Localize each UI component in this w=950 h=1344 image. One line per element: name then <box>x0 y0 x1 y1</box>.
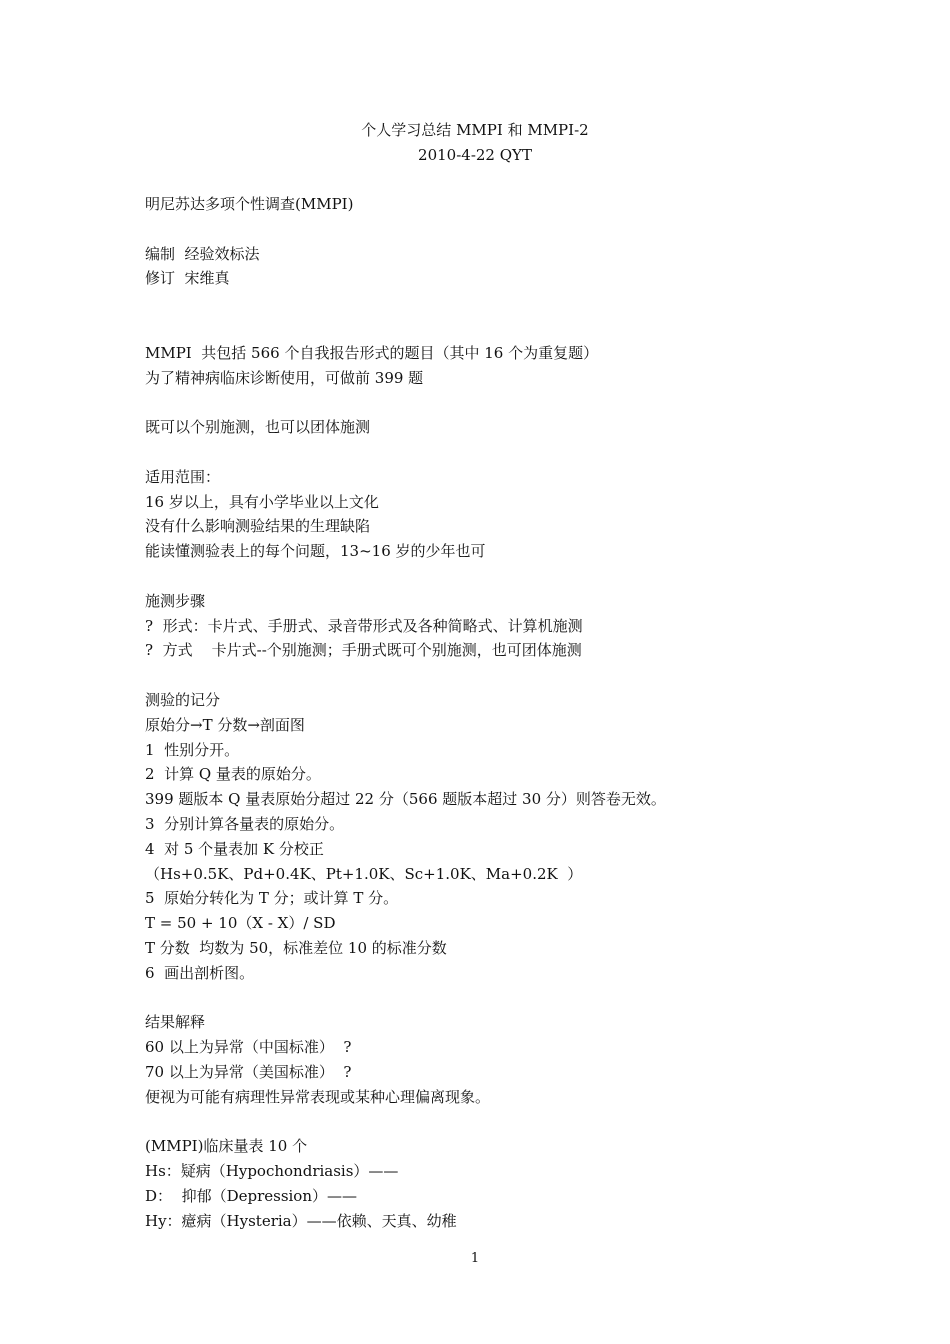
paragraph-block <box>145 688 845 986</box>
paragraph-gap <box>145 986 845 1011</box>
page-number: 1 <box>470 1251 480 1266</box>
text-line: 为了精神病临床诊断使用，可做前 399 题 <box>145 368 424 387</box>
paragraph-gap <box>145 291 845 316</box>
paragraph-block <box>145 192 845 217</box>
text-line: 2 计算 Q 量表的原始分。 <box>145 765 321 784</box>
text-line: 没有什么影响测验结果的生理缺陷 <box>145 517 371 536</box>
text-line: 既可以个别施测，也可以团体施测 <box>145 418 371 437</box>
paragraph-gap <box>145 390 845 415</box>
text-line: 60 以上为异常（中国标准） ? <box>145 1038 352 1057</box>
text-line: 明尼苏达多项个性调查(MMPI) <box>145 195 354 213</box>
text-line: 16 岁以上，具有小学毕业以上文化 <box>145 492 379 511</box>
text-line: ? 方式 卡片式--个别施测；手册式既可个别施测，也可团体施测 <box>145 641 582 660</box>
text-line: 4 对 5 个量表加 K 分校正 <box>145 839 324 858</box>
text-line: 施测步骤 <box>145 591 206 610</box>
text-line: 适用范围： <box>145 467 221 486</box>
paragraph-block <box>145 1010 845 1109</box>
paragraph-block <box>145 341 845 391</box>
paragraph-block <box>145 589 845 663</box>
text-line: 6 画出剖析图。 <box>145 963 255 982</box>
text-line: 测验的记分 <box>145 690 221 709</box>
paragraph-gap <box>145 663 845 688</box>
paragraph-block <box>145 242 845 292</box>
paragraph-block <box>145 465 845 564</box>
text-line: 编制 经验效标法 <box>145 244 260 263</box>
paragraph-block <box>145 415 845 440</box>
text-line: 1 性别分开。 <box>145 740 240 759</box>
paragraph-gap <box>145 316 845 341</box>
text-line: 便视为可能有病理性异常表现或某种心理偏离现象。 <box>145 1087 491 1106</box>
paragraph-gap <box>145 564 845 589</box>
text-line: Hs：疑病（Hypochondriasis）—— <box>145 1162 399 1181</box>
document-title: 个人学习总结 MMPI 和 MMPI-2 <box>361 121 589 139</box>
text-line: 能读懂测验表上的每个问题，13~16 岁的少年也可 <box>145 542 486 561</box>
text-line: 5 原始分转化为 T 分；或计算 T 分。 <box>145 889 399 908</box>
paragraph-gap <box>145 217 845 242</box>
text-line: 399 题版本 Q 量表原始分超过 22 分（566 题版本超过 30 分）则答卷无效。 <box>145 790 666 809</box>
text-line: T = 50 + 10（X - X）/ SD <box>145 914 336 933</box>
paragraph-block <box>145 1134 845 1233</box>
text-line: Hy：癔病（Hysteria）——依赖、天真、幼稚 <box>145 1211 457 1230</box>
text-line: D： 抑郁（Depression）—— <box>145 1186 358 1205</box>
text-line: T 分数 均数为 50，标准差位 10 的标准分数 <box>145 938 447 957</box>
paragraph-gap <box>145 1109 845 1134</box>
text-line: （Hs+0.5K、Pd+0.4K、Pt+1.0K、Sc+1.0K、Ma+0.2K ） <box>145 864 583 883</box>
document-header <box>0 118 950 168</box>
text-line: 修订 宋维真 <box>145 269 230 288</box>
text-line: 3 分别计算各量表的原始分。 <box>145 814 345 833</box>
text-line: MMPI 共包括 566 个自我报告形式的题目（其中 16 个为重复题） <box>145 343 599 362</box>
text-line: 70 以上为异常（美国标准） ? <box>145 1062 352 1081</box>
document-date-author: 2010-4-22 QYT <box>418 145 532 164</box>
document-body <box>145 192 845 1233</box>
text-line: 结果解释 <box>145 1013 206 1032</box>
text-line: ? 形式：卡片式、手册式、录音带形式及各种简略式、计算机施测 <box>145 616 583 635</box>
text-line: (MMPI)临床量表 10 个 <box>145 1137 308 1156</box>
paragraph-gap <box>145 440 845 465</box>
text-line: 原始分→T 分数→剖面图 <box>145 715 305 734</box>
